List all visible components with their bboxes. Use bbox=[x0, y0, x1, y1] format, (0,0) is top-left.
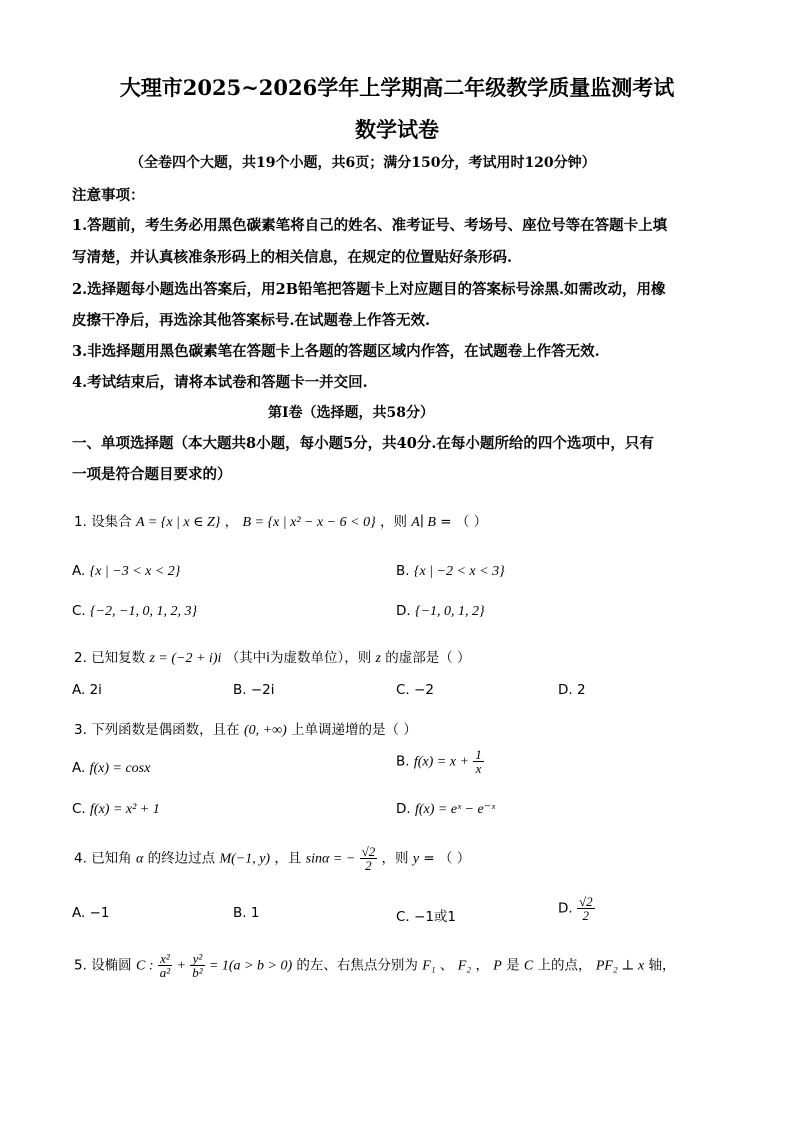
option-value: f(x) = x² + 1 bbox=[90, 802, 160, 817]
question-number: 2. bbox=[74, 650, 87, 666]
set-a: A = {x | x ∈ Z} bbox=[135, 515, 221, 530]
plus-sign: + bbox=[176, 958, 186, 974]
focus-1: F₁ bbox=[422, 958, 436, 974]
question-5 bbox=[74, 952, 675, 979]
option-b: B. −2i bbox=[233, 682, 275, 698]
numerator: √2 bbox=[361, 844, 376, 859]
option-label: D. bbox=[558, 900, 573, 917]
option-value: {−2, −1, 0, 1, 2, 3} bbox=[90, 604, 198, 619]
denominator: 2 bbox=[582, 908, 590, 923]
question-number: 1. bbox=[74, 514, 87, 530]
fraction bbox=[577, 895, 595, 922]
perpendicular-expression: PF₂ ⊥ x bbox=[595, 958, 645, 974]
numerator: √2 bbox=[578, 894, 593, 909]
separator: 、 bbox=[439, 957, 454, 974]
option-label: C. bbox=[72, 603, 86, 619]
question-text: 上单调递增的是（ ） bbox=[291, 722, 417, 738]
question-text: = （ ） bbox=[440, 514, 488, 530]
notice-item: 写清楚，并认真核准条形码上的相关信息，在规定的位置贴好条形码. bbox=[72, 249, 513, 266]
option-c bbox=[72, 801, 160, 818]
question-text: 上的点， bbox=[537, 957, 592, 974]
option-value: {x | −3 < x < 2} bbox=[89, 564, 181, 579]
set-b: B = {x | x² − x − 6 < 0} bbox=[242, 515, 376, 530]
option-label: A. bbox=[72, 760, 86, 776]
question-2 bbox=[74, 646, 471, 667]
point-p: P bbox=[493, 958, 502, 974]
option-value: {x | −2 < x < 3} bbox=[413, 564, 505, 579]
fraction bbox=[360, 845, 378, 872]
option-d bbox=[558, 895, 595, 922]
denominator: 2 bbox=[365, 858, 372, 873]
option-value: f(x) = eˣ − e⁻ˣ bbox=[414, 802, 496, 817]
variable: y bbox=[412, 851, 420, 867]
exam-info: （全卷四个大题，共19个小题，共6页；满分150分，考试用时120分钟） bbox=[130, 155, 596, 171]
option-c: C. −1或1 bbox=[396, 909, 456, 925]
question-text: = （ ） bbox=[423, 850, 471, 867]
option-value: f(x) = x + bbox=[413, 754, 469, 770]
option-c: C. −2 bbox=[396, 682, 434, 698]
question-text: ，则 bbox=[379, 514, 407, 530]
variable: z bbox=[375, 651, 381, 666]
option-label: D. bbox=[396, 603, 411, 619]
question-text: （其中i为虚数单位），则 bbox=[225, 650, 372, 666]
sine-expression: sinα = − bbox=[305, 851, 356, 867]
condition: = 1(a > b > 0) bbox=[208, 958, 293, 974]
expression: A∣ B bbox=[411, 515, 436, 530]
notice-heading: 注意事项： bbox=[72, 187, 145, 204]
option-label: B. bbox=[396, 753, 410, 770]
ellipse-ref: C bbox=[523, 958, 534, 974]
fraction bbox=[473, 748, 484, 775]
question-text: 的左、右焦点分别为 bbox=[296, 957, 418, 974]
denominator: b² bbox=[192, 965, 203, 980]
fraction bbox=[190, 952, 204, 979]
question-text: 已知复数 bbox=[91, 650, 146, 666]
option-d bbox=[396, 603, 485, 620]
question-text: 设椭圆 bbox=[91, 957, 132, 974]
option-d bbox=[396, 801, 495, 818]
question-text: 下列函数是偶函数，且在 bbox=[91, 722, 240, 738]
interval: (0, +∞) bbox=[243, 723, 287, 738]
option-value: {−1, 0, 1, 2} bbox=[414, 604, 485, 619]
alpha: α bbox=[135, 851, 144, 867]
focus-2: F₂ bbox=[457, 958, 472, 974]
option-value: f(x) = cosx bbox=[89, 761, 151, 776]
option-b bbox=[396, 563, 505, 580]
numerator: x² bbox=[158, 952, 172, 966]
numerator: 1 bbox=[475, 747, 482, 762]
expression: z = (−2 + i)i bbox=[149, 651, 222, 666]
question-text: 轴， bbox=[648, 957, 676, 974]
question-text: ，且 bbox=[274, 850, 302, 867]
option-c bbox=[72, 603, 197, 620]
question-1 bbox=[74, 510, 487, 531]
notice-item: 3.非选择题用黑色碳素笔在答题卡上各题的答题区域内作答，在试题卷上作答无效. bbox=[72, 343, 600, 360]
notice-item: 4.考试结束后，请将本试卷和答题卡一并交回. bbox=[72, 374, 368, 391]
question-text: 设集合 bbox=[91, 514, 132, 530]
option-b: B. 1 bbox=[233, 905, 260, 921]
question-4 bbox=[74, 845, 470, 872]
fraction bbox=[158, 952, 172, 979]
option-a bbox=[72, 760, 150, 777]
question-text: 的虚部是（ ） bbox=[385, 650, 471, 666]
denominator: a² bbox=[159, 965, 171, 980]
option-a: A. −1 bbox=[72, 905, 110, 921]
question-text: ， bbox=[475, 957, 489, 974]
option-label: D. bbox=[396, 801, 411, 817]
section-heading: 一、单项选择题（本大题共8小题，每小题5分，共40分.在每小题所给的四个选项中，只有 bbox=[72, 435, 654, 452]
numerator: y² bbox=[190, 952, 204, 966]
option-label: B. bbox=[396, 563, 410, 579]
question-text: 已知角 bbox=[91, 850, 132, 867]
question-number: 4. bbox=[74, 850, 87, 867]
section-heading-cont: 一项是符合题目要求的） bbox=[72, 466, 232, 483]
point: M(−1, y) bbox=[219, 851, 271, 867]
notice-item: 1.答题前，考生务必用黑色碳素笔将自己的姓名、准考证号、考场号、座位号等在答题卡上填 bbox=[72, 217, 668, 234]
notice-item: 2.选择题每小题选出答案后，用2B铅笔把答题卡上对应题目的答案标号涂黑.如需改动，用橡 bbox=[72, 281, 666, 298]
question-text: ，则 bbox=[381, 850, 409, 867]
option-label: C. bbox=[72, 801, 86, 817]
option-b bbox=[396, 748, 484, 775]
question-text: 的终边过点 bbox=[147, 850, 216, 867]
notice-item: 皮擦干净后，再选涂其他答案标号.在试题卷上作答无效. bbox=[72, 312, 431, 329]
part-heading: 第Ⅰ卷（选择题，共58分） bbox=[268, 405, 435, 421]
denominator: x bbox=[475, 761, 482, 776]
question-3 bbox=[74, 718, 417, 739]
option-a bbox=[72, 563, 180, 580]
option-d: D. 2 bbox=[558, 682, 586, 698]
question-number: 5. bbox=[74, 957, 87, 974]
option-a: A. 2i bbox=[72, 682, 102, 698]
option-label: A. bbox=[72, 563, 86, 579]
exam-subtitle: 数学试卷 bbox=[355, 117, 439, 142]
ellipse-name: C : bbox=[135, 958, 154, 974]
exam-title: 大理市2025~2026学年上学期高二年级教学质量监测考试 bbox=[119, 75, 675, 100]
question-text: 是 bbox=[506, 957, 520, 974]
separator: ， bbox=[224, 514, 239, 530]
question-number: 3. bbox=[74, 722, 87, 738]
